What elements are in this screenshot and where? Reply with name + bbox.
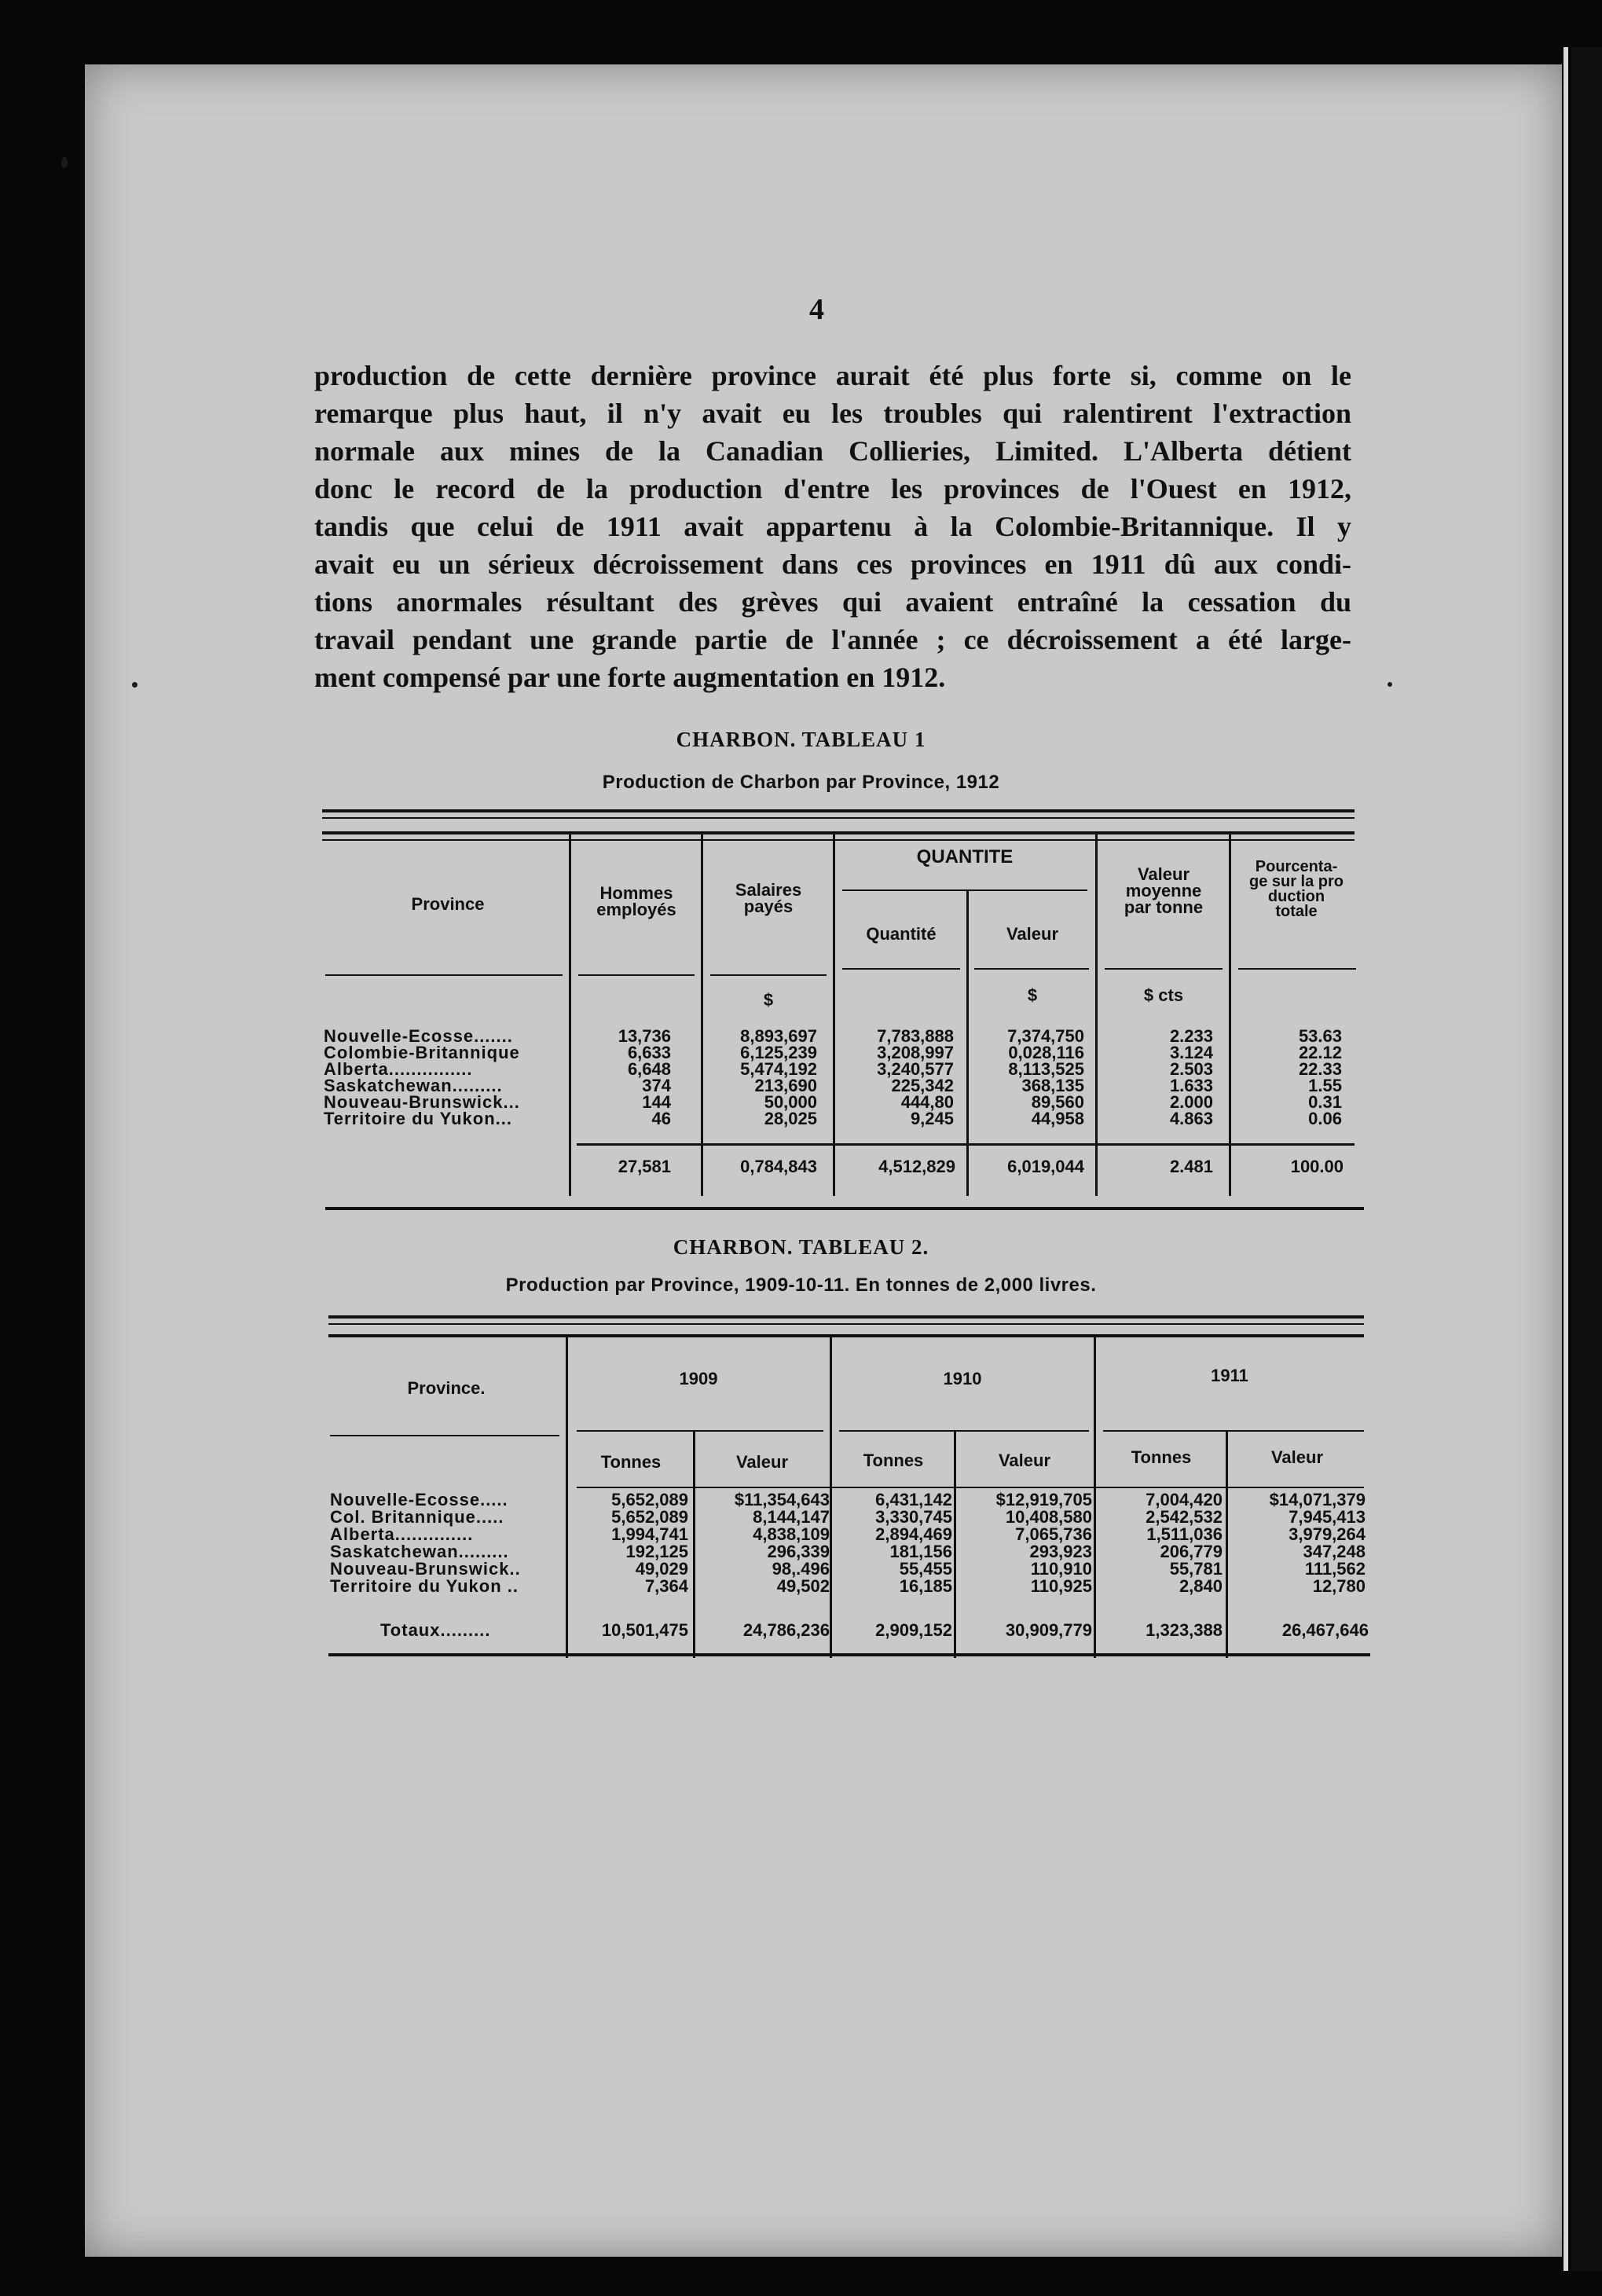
table1-cell-valeur: 7,374,750 xyxy=(1007,1026,1084,1046)
table1-cell-pct: 53.63 xyxy=(1298,1026,1342,1046)
table2-cell-t1910: 2,894,469 xyxy=(875,1524,952,1544)
table1-column-rule xyxy=(701,834,703,1196)
table1-header-salaires xyxy=(706,882,831,915)
table2-cell-t1911: 7,004,420 xyxy=(1146,1490,1223,1509)
table2-total-v1911: 26,467,646 xyxy=(1281,1620,1369,1640)
table2-cell-t1909: 5,652,089 xyxy=(611,1490,688,1509)
table2-column-rule xyxy=(693,1430,695,1658)
table2-top-rule xyxy=(328,1323,1364,1325)
table2-cell-v1910: 10,408,580 xyxy=(1005,1507,1092,1527)
table2-column-rule xyxy=(954,1430,956,1658)
table1-cell-salaires: 28,025 xyxy=(764,1109,817,1128)
scan-speck xyxy=(61,157,68,168)
table1-title: CHARBON. TABLEAU 1 xyxy=(676,728,926,751)
table2-cell-v1909: 98,.496 xyxy=(772,1559,830,1579)
scan-speck xyxy=(132,682,137,688)
header-line: par tonne xyxy=(1124,897,1204,917)
table2-header-tonnes: Tonnes xyxy=(600,1452,662,1472)
table1-cell-moyenne: 3.124 xyxy=(1169,1043,1213,1062)
table1-column-rule xyxy=(1229,834,1231,1196)
paragraph-line: travail pendant une grande partie de l'année ; ce décroissement a été large- xyxy=(314,624,1351,655)
paragraph-line: tandis que celui de 1911 avait appartenu à la Colombie-Britannique. Il y xyxy=(314,511,1351,542)
table1-total-moyenne: 2.481 xyxy=(1169,1157,1213,1176)
table1-cell-pct: 0.31 xyxy=(1308,1092,1342,1112)
page-gutter xyxy=(1564,47,1568,2271)
table2-total-v1910: 30,909,779 xyxy=(1005,1620,1092,1640)
table1-cell-pct: 1.55 xyxy=(1308,1076,1342,1095)
table2-cell-t1909: 192,125 xyxy=(625,1542,688,1561)
table2-cell-t1911: 2,840 xyxy=(1179,1576,1223,1596)
table2-top-rule xyxy=(328,1334,1364,1337)
table1-subtitle: Production de Charbon par Province, 1912 xyxy=(602,772,1000,793)
table2-cell-t1909: 7,364 xyxy=(644,1576,688,1596)
table2-column-rule xyxy=(1226,1430,1228,1658)
table2-cell-v1911: 7,945,413 xyxy=(1289,1507,1366,1527)
table1-cell-salaires: 6,125,239 xyxy=(740,1043,817,1062)
table2-cell-t1911: 55,781 xyxy=(1169,1559,1223,1579)
table1-unit-valeur: $ xyxy=(1027,985,1038,1005)
table1-unit-moyenne: $ cts xyxy=(1143,985,1184,1005)
table1-unit-salaires: $ xyxy=(763,990,774,1010)
table1-header-rule xyxy=(578,974,695,976)
table1-header-rule xyxy=(1238,968,1356,970)
table2-cell-t1910: 181,156 xyxy=(889,1542,952,1561)
table1-header-rule xyxy=(842,968,960,970)
table1-cell-salaires: 5,474,192 xyxy=(740,1059,817,1079)
province-name: Saskatchewan......... xyxy=(330,1542,509,1561)
table2-cell-v1910: 110,925 xyxy=(1030,1576,1092,1596)
province-name: Alberta.............. xyxy=(330,1524,474,1544)
province-name: Alberta............... xyxy=(324,1059,473,1079)
next-page-edge xyxy=(1571,47,1602,2271)
table1-header-pourcentage xyxy=(1234,860,1359,919)
header-line: Pourcenta- xyxy=(1255,858,1338,875)
table2-cell-v1910: $12,919,705 xyxy=(995,1490,1092,1509)
header-line: duction xyxy=(1267,888,1325,905)
header-line: payés xyxy=(743,897,794,916)
table2-column-rule xyxy=(566,1337,568,1658)
table1-total-valeur: 6,019,044 xyxy=(1007,1157,1084,1176)
table2-header-valeur: Valeur xyxy=(998,1451,1051,1470)
table2-cell-v1910: 110,910 xyxy=(1030,1559,1092,1579)
paragraph-line: donc le record de la production d'entre les provinces de l'Ouest en 1912, xyxy=(314,473,1351,504)
table2-total-t1911: 1,323,388 xyxy=(1146,1620,1223,1640)
table2-title: CHARBON. TABLEAU 2. xyxy=(673,1235,929,1259)
table2-cell-v1910: 7,065,736 xyxy=(1015,1524,1092,1544)
table1-header-rule xyxy=(974,968,1089,970)
header-line: Valeur xyxy=(1137,864,1190,884)
header-line: ge sur la pro xyxy=(1248,873,1344,890)
table1-total-rule xyxy=(577,1143,1355,1146)
table1-cell-moyenne: 2.233 xyxy=(1169,1026,1213,1046)
header-line: employés xyxy=(596,900,676,919)
table1-header-rule xyxy=(1105,968,1223,970)
table2-cell-v1911: 347,248 xyxy=(1303,1542,1366,1561)
table1-cell-moyenne: 2.000 xyxy=(1169,1092,1213,1112)
header-line: moyenne xyxy=(1125,881,1202,900)
table2-header-rule xyxy=(1103,1430,1364,1432)
table2-header-tonnes: Tonnes xyxy=(1131,1447,1192,1467)
table2-cell-t1911: 206,779 xyxy=(1160,1542,1223,1561)
table1-cell-quantite: 225,342 xyxy=(891,1076,954,1095)
table1-cell-pct: 22.12 xyxy=(1298,1043,1342,1062)
table2-cell-v1910: 293,923 xyxy=(1029,1542,1092,1561)
table1-header-valeur: Valeur xyxy=(1006,924,1059,944)
table1-cell-quantite: 9,245 xyxy=(910,1109,954,1128)
table2-cell-t1910: 55,455 xyxy=(899,1559,952,1579)
table1-header-rule xyxy=(710,974,827,976)
table1-cell-moyenne: 1.633 xyxy=(1169,1076,1213,1095)
table1-cell-hommes: 6,633 xyxy=(627,1043,671,1062)
header-line: totale xyxy=(1275,903,1318,920)
table1-cell-hommes: 13,736 xyxy=(618,1026,671,1046)
province-name: Col. Britannique..... xyxy=(330,1507,504,1527)
table1-total-quantite: 4,512,829 xyxy=(878,1157,955,1176)
table2-header-rule xyxy=(577,1430,823,1432)
table1-header-quantite-group: QUANTITE xyxy=(916,846,1014,867)
table1-top-rule xyxy=(322,839,1355,841)
table2-total-v1909: 24,786,236 xyxy=(742,1620,830,1640)
table1-column-rule xyxy=(569,834,571,1196)
header-line: Hommes xyxy=(599,883,673,903)
table2-cell-v1911: 3,979,264 xyxy=(1289,1524,1366,1544)
table1-cell-moyenne: 2.503 xyxy=(1169,1059,1213,1079)
table2-header-rule xyxy=(839,1430,1089,1432)
table2-cell-v1911: 12,780 xyxy=(1312,1576,1366,1596)
table2-column-rule xyxy=(830,1337,832,1658)
province-name: Saskatchewan......... xyxy=(324,1076,503,1095)
paragraph-line: avait eu un sérieux décroissement dans ces provinces en 1911 dû aux condi- xyxy=(314,548,1351,580)
table1-header-province: Province xyxy=(411,894,485,914)
table1-total-salaires: 0,784,843 xyxy=(740,1157,817,1176)
table1-cell-pct: 22.33 xyxy=(1298,1059,1342,1079)
table2-header-year: 1910 xyxy=(943,1369,982,1388)
page-number: 4 xyxy=(809,293,824,326)
table1-total-hommes: 27,581 xyxy=(618,1157,671,1176)
table1-column-rule xyxy=(833,834,835,1196)
table2-header-year: 1911 xyxy=(1211,1366,1248,1385)
table1-top-rule xyxy=(322,817,1355,819)
table1-cell-quantite: 7,783,888 xyxy=(877,1026,954,1046)
table1-cell-quantite: 3,208,997 xyxy=(877,1043,954,1062)
table1-cell-hommes: 374 xyxy=(642,1076,671,1095)
province-name: Nouvelle-Ecosse....... xyxy=(324,1026,513,1046)
table1-header-hommes xyxy=(574,885,699,918)
table1-column-rule xyxy=(966,889,969,1196)
table2-total-t1909: 10,501,475 xyxy=(601,1620,688,1640)
scan-speck xyxy=(1388,682,1392,687)
province-name: Territoire du Yukon .. xyxy=(330,1576,519,1596)
table2-header-valeur: Valeur xyxy=(1270,1447,1324,1467)
table2-cell-t1909: 49,029 xyxy=(635,1559,688,1579)
table2-cell-t1910: 6,431,142 xyxy=(875,1490,952,1509)
table2-cell-v1909: 49,502 xyxy=(776,1576,830,1596)
table1-cell-hommes: 144 xyxy=(642,1092,671,1112)
table2-header-province: Province. xyxy=(407,1378,486,1398)
table1-cell-valeur: 89,560 xyxy=(1031,1092,1084,1112)
table2-cell-v1909: $11,354,643 xyxy=(734,1490,830,1509)
table2-header-rule xyxy=(577,1487,1364,1488)
table2-cell-v1909: 296,339 xyxy=(767,1542,830,1561)
table2-header-rule xyxy=(330,1435,559,1436)
table1-total-pct: 100.00 xyxy=(1290,1157,1344,1176)
table1-cell-valeur: 368,135 xyxy=(1021,1076,1084,1095)
table1-top-rule xyxy=(322,809,1355,812)
table1-bottom-rule xyxy=(325,1207,1364,1210)
province-name: Nouveau-Brunswick... xyxy=(324,1092,520,1112)
table2-bottom-rule xyxy=(328,1653,1370,1656)
paragraph-line: tions anormales résultant des grèves qui avaient entraîné la cessation du xyxy=(314,586,1351,618)
table2-header-tonnes: Tonnes xyxy=(863,1451,924,1470)
table1-cell-valeur: 8,113,525 xyxy=(1008,1059,1084,1079)
province-name: Territoire du Yukon... xyxy=(324,1109,513,1128)
table2-header-year: 1909 xyxy=(679,1369,718,1388)
table1-column-rule xyxy=(1095,834,1098,1196)
table1-cell-valeur: 0,028,116 xyxy=(1008,1043,1084,1062)
table2-cell-t1909: 1,994,741 xyxy=(611,1524,688,1544)
table2-cell-t1911: 1,511,036 xyxy=(1146,1524,1223,1544)
table1-cell-valeur: 44,958 xyxy=(1031,1109,1084,1128)
table2-cell-v1911: $14,071,379 xyxy=(1269,1490,1366,1509)
table2-total-t1910: 2,909,152 xyxy=(875,1620,952,1640)
table1-cell-salaires: 213,690 xyxy=(754,1076,817,1095)
table1-top-rule xyxy=(322,831,1355,834)
table2-column-rule xyxy=(1094,1337,1096,1658)
table1-cell-hommes: 6,648 xyxy=(627,1059,671,1079)
table1-header-rule xyxy=(325,974,563,976)
province-name: Colombie-Britannique xyxy=(324,1043,520,1062)
paragraph-line: normale aux mines de la Canadian Collieries, Limited. L'Alberta détient xyxy=(314,435,1351,467)
table1-cell-salaires: 50,000 xyxy=(764,1092,817,1112)
province-name: Nouvelle-Ecosse..... xyxy=(330,1490,508,1509)
table2-cell-v1911: 111,562 xyxy=(1304,1559,1366,1579)
table1-cell-moyenne: 4.863 xyxy=(1169,1109,1213,1128)
table1-cell-quantite: 444,80 xyxy=(900,1092,954,1112)
table1-cell-hommes: 46 xyxy=(651,1109,671,1128)
table1-cell-quantite: 3,240,577 xyxy=(877,1059,954,1079)
table2-cell-t1909: 5,652,089 xyxy=(611,1507,688,1527)
table2-header-valeur: Valeur xyxy=(735,1452,789,1472)
table2-top-rule xyxy=(328,1315,1364,1319)
table2-cell-t1910: 3,330,745 xyxy=(875,1507,952,1527)
table1-cell-salaires: 8,893,697 xyxy=(740,1026,817,1046)
table2-cell-t1910: 16,185 xyxy=(899,1576,952,1596)
paragraph-line: ment compensé par une forte augmentation en 1912. xyxy=(314,662,946,693)
table2-cell-t1911: 2,542,532 xyxy=(1146,1507,1223,1527)
totals-label: Totaux......... xyxy=(380,1620,491,1640)
paragraph-line: remarque plus haut, il n'y avait eu les troubles qui ralentirent l'extraction xyxy=(314,398,1351,429)
paragraph-line: production de cette dernière province aurait été plus forte si, comme on le xyxy=(314,360,1351,391)
table2-cell-v1909: 8,144,147 xyxy=(753,1507,830,1527)
table1-cell-pct: 0.06 xyxy=(1308,1109,1342,1128)
body-paragraph xyxy=(314,357,1351,696)
table2-cell-v1909: 4,838,109 xyxy=(753,1524,830,1544)
table1-header-rule xyxy=(842,889,1087,891)
table1-header-valeur-moyenne xyxy=(1100,866,1227,915)
table2-subtitle: Production par Province, 1909-10-11. En tonnes de 2,000 livres. xyxy=(505,1275,1097,1296)
table1-header-quantite: Quantité xyxy=(866,924,937,944)
header-line: Salaires xyxy=(735,880,802,900)
province-name: Nouveau-Brunswick.. xyxy=(330,1559,521,1579)
